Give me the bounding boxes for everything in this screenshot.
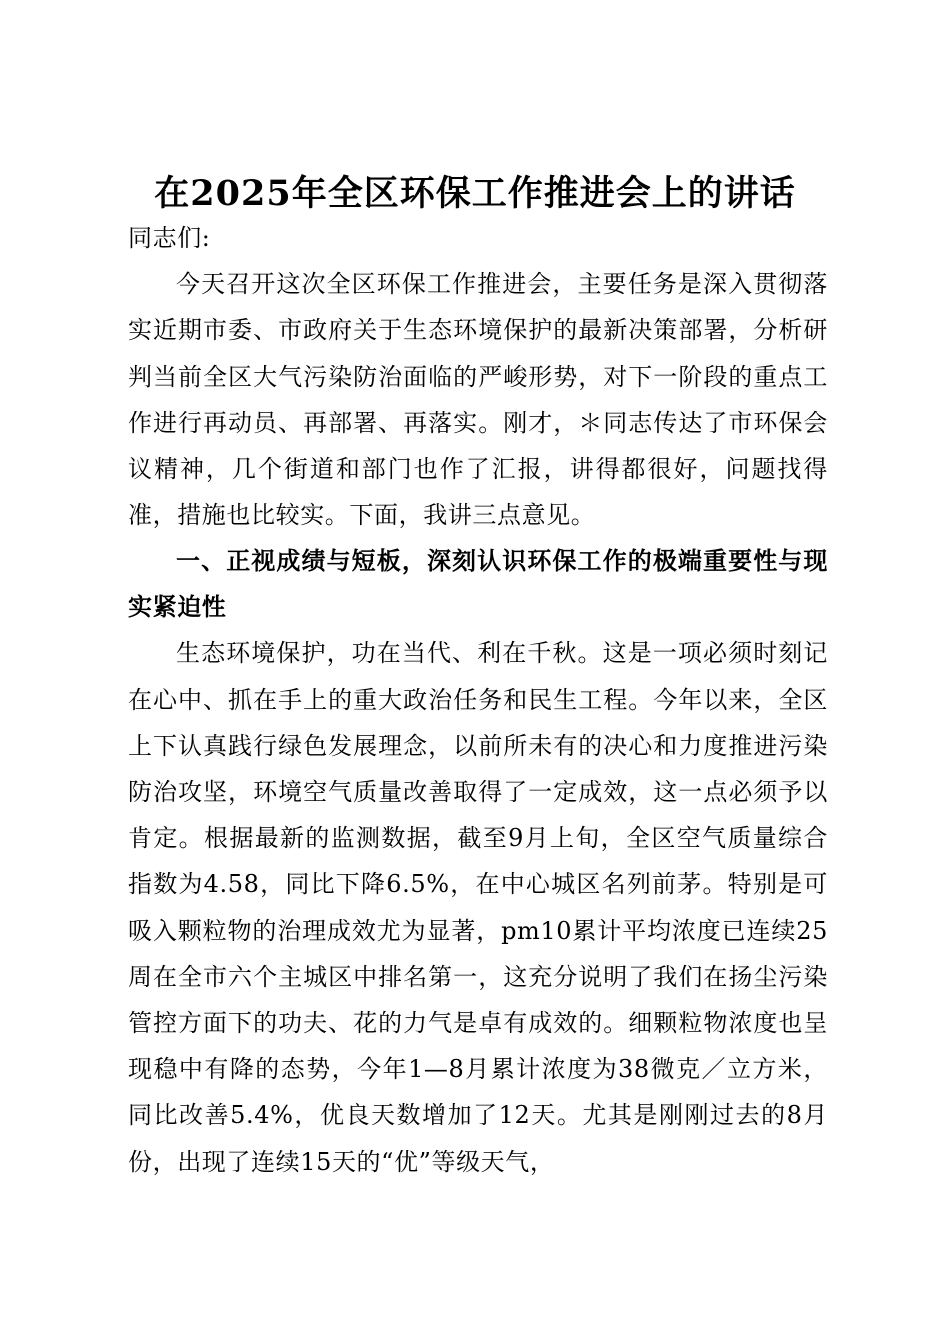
document-title: 在2025年全区环保工作推进会上的讲话 <box>154 173 796 214</box>
section-heading-1: 一、正视成绩与短板，深刻认识环保工作的极端重要性与现实紧迫性 <box>128 546 828 622</box>
salutation: 同志们: <box>128 224 211 252</box>
paragraph-intro: 今天召开这次全区环保工作推进会，主要任务是深入贯彻落实近期市委、市政府关于生态环境保护的最新决策部署，分析研判当前全区大气污染防治面临的严峻形势，对下一阶段的重点工作进行再动员、再部署、再落实。刚才，＊同志传达了市环保会议精神，几个街道和部门也作了汇报，讲得都很好，问题找得准，措施也比较实。下面，我讲三点意见。 <box>128 270 828 530</box>
document-body <box>128 215 828 1185</box>
paragraph-section1-body: 生态环境保护，功在当代、利在千秋。这是一项必须时刻记在心中、抓在手上的重大政治任务和民生工程。今年以来，全区上下认真践行绿色发展理念，以前所未有的决心和力度推进污染防治攻坚，环境空气质量改善取得了一定成效，这一点必须予以肯定。根据最新的监测数据，截至9月上旬，全区空气质量综合指数为4.58，同比下降6.5%，在中心城区名列前茅。特别是可吸入颗粒物的治理成效尤为显著，pm10累计平均浓度已连续25周在全市六个主城区中排名第一，这充分说明了我们在扬尘污染管控方面下的功夫、花的力气是卓有成效的。细颗粒物浓度也呈现稳中有降的态势，今年1—8月累计浓度为38微克／立方米，同比改善5.4%，优良天数增加了12天。尤其是刚刚过去的8月份，出现了连续15天的“优”等级天气， <box>128 639 828 1176</box>
